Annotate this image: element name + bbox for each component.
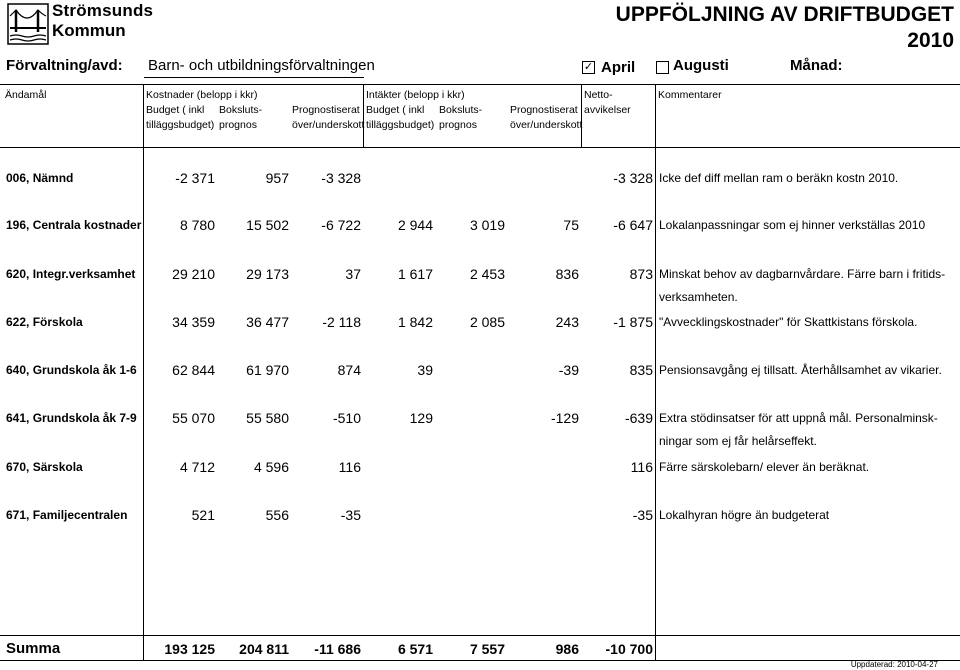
april-checkbox[interactable]: [582, 61, 595, 74]
cell-netto: 873: [629, 266, 653, 282]
forvaltning-label: Förvaltning/avd:: [6, 57, 123, 74]
month-april-label: April: [601, 59, 636, 76]
cell-kostnad-prognos: 61 970: [246, 362, 289, 378]
row-label: 622, Förskola: [6, 315, 83, 329]
col-header-netto-2: avvikelser: [584, 104, 631, 116]
summa-intakt-prognos: 7 557: [469, 641, 505, 657]
col-header-netto: Netto-: [584, 89, 613, 101]
year: 2010: [907, 29, 954, 52]
row-label: 641, Grundskola åk 7-9: [6, 411, 137, 425]
row-label: 196, Centrala kostnader: [6, 218, 142, 232]
cell-kostnad-prognos: 29 173: [246, 266, 289, 282]
cell-intakt-budget: 1 842: [397, 314, 433, 330]
row-label: 640, Grundskola åk 1-6: [6, 363, 137, 377]
cell-kostnad-overunder: 37: [345, 266, 361, 282]
cell-intakt-prognos: 2 453: [469, 266, 505, 282]
col-header-kostnader: Kostnader (belopp i kkr): [146, 89, 258, 101]
cell-intakt-budget: 1 617: [397, 266, 433, 282]
col-header-i-bokslut-2: prognos: [439, 119, 477, 131]
row-label: 670, Särskola: [6, 460, 83, 474]
row-comment: Lokalhyran högre än budgeterat: [659, 508, 830, 522]
col-header-i-prog: Prognostiserat: [510, 104, 578, 116]
cell-kostnad-budget: -2 371: [175, 170, 215, 186]
row-label: 671, Familjecentralen: [6, 508, 128, 522]
col-divider: [581, 84, 582, 148]
cell-netto: 116: [630, 459, 653, 475]
cell-intakt-budget: 129: [409, 410, 433, 426]
org-name-line1: Strömsunds: [52, 1, 154, 20]
col-header-k-bokslut: Boksluts-: [219, 104, 263, 116]
row-comment: Pensionsavgång ej tillsatt. Återhållsamhet av vikarier.: [659, 363, 942, 377]
summa-netto: -10 700: [605, 641, 653, 657]
cell-kostnad-prognos: 556: [265, 507, 289, 523]
row-comment: Minskat behov av dagbarnvårdare. Färre barn i fritids-: [659, 267, 946, 281]
col-header-kommentarer: Kommentarer: [658, 89, 722, 101]
cell-kostnad-budget: 4 712: [179, 459, 215, 475]
summa-kostnad-overunder: -11 686: [314, 641, 361, 657]
cell-netto: 835: [629, 362, 653, 378]
col-divider: [143, 147, 144, 635]
cell-kostnad-budget: 34 359: [172, 314, 215, 330]
col-header-i-bokslut: Boksluts-: [439, 104, 483, 116]
col-divider: [655, 84, 656, 148]
row-comment-continued: ningar som ej får helårseffekt.: [659, 434, 817, 448]
bridge-emblem-icon: [8, 4, 48, 44]
row-comment-continued: verksamheten.: [659, 290, 738, 304]
forvaltning-value: Barn- och utbildningsförvaltningen: [148, 57, 375, 74]
row-label: 620, Integr.verksamhet: [6, 267, 136, 281]
row-comment: Extra stödinsatser för att uppnå mål. Personalminsk-: [659, 411, 938, 425]
cell-kostnad-overunder: -3 328: [321, 170, 361, 186]
col-divider: [143, 84, 144, 148]
cell-kostnad-budget: 8 780: [179, 217, 215, 233]
col-header-k-bokslut-2: prognos: [219, 119, 257, 131]
cell-kostnad-prognos: 15 502: [246, 217, 289, 233]
month-augusti-label: Augusti: [673, 57, 729, 74]
col-divider: [143, 635, 144, 660]
col-header-k-budget-2: tilläggsbudget): [146, 119, 215, 131]
col-header-k-budget: Budget ( inkl: [146, 104, 205, 116]
cell-netto: -1 875: [613, 314, 653, 330]
cell-kostnad-budget: 55 070: [172, 410, 215, 426]
augusti-checkbox[interactable]: [656, 61, 669, 74]
cell-intakt-overunder: -129: [550, 410, 579, 426]
cell-netto: -35: [632, 507, 653, 523]
row-comment: Lokalanpassningar som ej hinner verkställas 2010: [659, 218, 926, 232]
row-label: 006, Nämnd: [6, 171, 74, 185]
summa-intakt-overunder: 986: [555, 641, 579, 657]
col-header-intakter: Intäkter (belopp i kkr): [366, 89, 465, 101]
col-header-k-prog-2: över/underskott: [292, 119, 365, 131]
updated-date: Uppdaterad: 2010-04-27: [850, 660, 938, 669]
row-comment: "Avvecklingskostnader" för Skattkistans förskola.: [659, 315, 918, 329]
col-header-i-budget-2: tilläggsbudget): [366, 119, 435, 131]
summa-top-border: [0, 635, 960, 636]
summa-intakt-budget: 6 571: [397, 641, 433, 657]
cell-intakt-prognos: 3 019: [469, 217, 505, 233]
manad-label: Månad:: [790, 57, 843, 74]
cell-kostnad-overunder: -6 722: [321, 217, 361, 233]
col-header-k-prog: Prognostiserat: [292, 104, 360, 116]
header-bottom-border: [0, 147, 960, 148]
cell-kostnad-budget: 521: [191, 507, 215, 523]
checkmark-icon: ✓: [583, 61, 594, 73]
col-divider: [655, 147, 656, 635]
cell-kostnad-prognos: 4 596: [253, 459, 289, 475]
cell-kostnad-overunder: -510: [332, 410, 361, 426]
cell-kostnad-budget: 29 210: [172, 266, 215, 282]
cell-kostnad-prognos: 36 477: [246, 314, 289, 330]
cell-intakt-overunder: -39: [558, 362, 579, 378]
summa-kostnad-budget: 193 125: [164, 641, 215, 657]
org-name-line2: Kommun: [52, 21, 126, 40]
header-top-border: [0, 84, 960, 85]
summa-bottom-border: [0, 660, 960, 661]
col-header-i-prog-2: över/underskott: [510, 119, 583, 131]
summa-kostnad-prognos: 204 811: [239, 641, 289, 657]
cell-netto: -6 647: [613, 217, 653, 233]
row-comment: Icke def diff mellan ram o beräkn kostn 2010.: [659, 171, 899, 185]
cell-kostnad-overunder: -35: [340, 507, 361, 523]
col-header-andamal: Ändamål: [5, 89, 47, 101]
cell-intakt-prognos: 2 085: [469, 314, 505, 330]
cell-kostnad-overunder: -2 118: [322, 314, 361, 330]
cell-intakt-budget: 2 944: [397, 217, 433, 233]
cell-netto: -3 328: [613, 170, 653, 186]
summa-label: Summa: [6, 640, 61, 657]
row-comment: Färre särskolebarn/ elever än beräknat.: [659, 460, 870, 474]
cell-intakt-overunder: 836: [555, 266, 579, 282]
cell-kostnad-prognos: 957: [265, 170, 289, 186]
col-header-i-budget: Budget ( inkl: [366, 104, 425, 116]
cell-kostnad-prognos: 55 580: [246, 410, 289, 426]
cell-kostnad-budget: 62 844: [172, 362, 215, 378]
page-title: UPPFÖLJNING AV DRIFTBUDGET: [615, 3, 954, 26]
col-divider: [363, 84, 364, 148]
forvaltning-underline: [144, 77, 364, 78]
cell-netto: -639: [624, 410, 653, 426]
cell-intakt-overunder: 243: [555, 314, 579, 330]
col-divider: [655, 635, 656, 660]
cell-kostnad-overunder: 874: [337, 362, 361, 378]
cell-kostnad-overunder: 116: [338, 459, 361, 475]
cell-intakt-budget: 39: [417, 362, 433, 378]
cell-intakt-overunder: 75: [563, 217, 579, 233]
